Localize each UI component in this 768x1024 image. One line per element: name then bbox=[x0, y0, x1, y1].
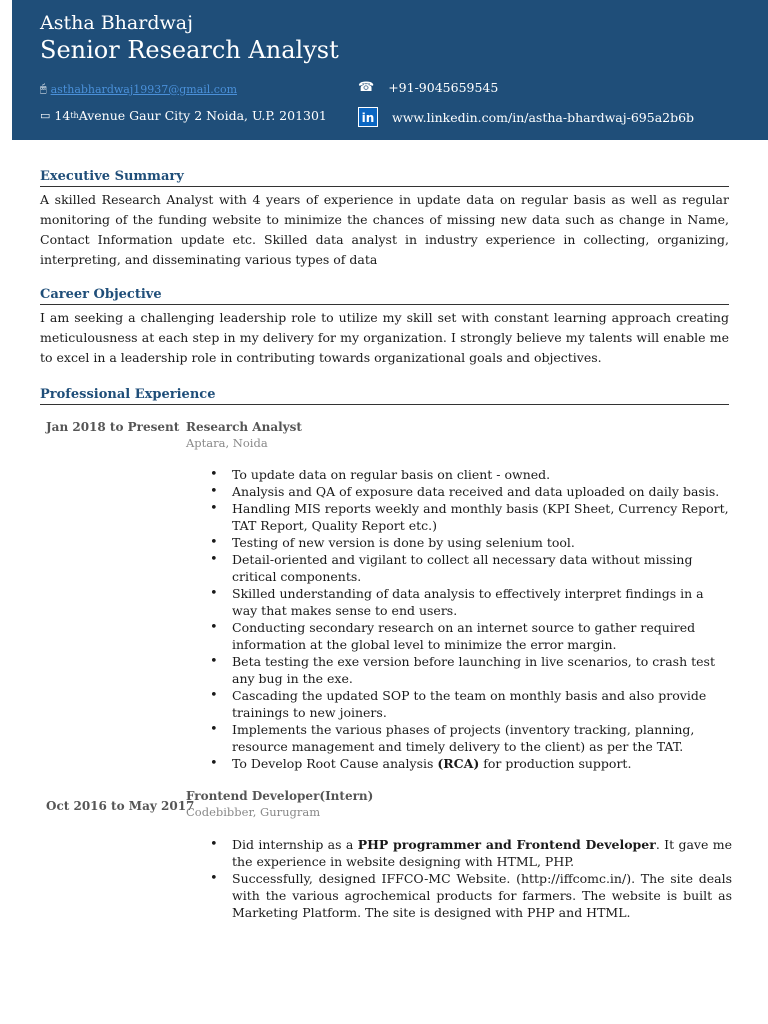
resume-header bbox=[12, 0, 768, 140]
section-heading: Professional Experience bbox=[40, 387, 729, 405]
list-item: • Skilled understanding of data analysis to effectively interpret findings in a way that makes sense to end users. bbox=[232, 585, 732, 619]
section-heading: Career Objective bbox=[40, 287, 729, 305]
job-role: Research Analyst bbox=[186, 420, 302, 434]
list-item: • Handling MIS reports weekly and monthly basis (KPI Sheet, Currency Report, TAT Report, Quality Report etc.) bbox=[232, 500, 732, 534]
bullet-bold: PHP programmer and Frontend Developer bbox=[357, 837, 656, 852]
linkedin-contact bbox=[358, 107, 694, 127]
executive-summary-section bbox=[40, 169, 729, 270]
list-item bbox=[232, 836, 732, 870]
linkedin-icon: in bbox=[358, 107, 378, 127]
summary-text: A skilled Research Analyst with 4 years of experience in update data on regular basis as well as regular monitoring of the funding website to minimize the chances of missing new data such as change in Name, Contact Information update etc. Skilled data analyst in industry experience in collecting, organizing, interpreting, and disseminating various types of data bbox=[40, 192, 729, 267]
job-company: Aptara, Noida bbox=[186, 436, 268, 450]
list-item: • Conducting secondary research on an internet source to gather required information at the global level to minimize the error margin. bbox=[232, 619, 732, 653]
job-company: Codebibber, Gurugram bbox=[186, 805, 321, 819]
email-contact bbox=[40, 82, 237, 96]
list-item: • Successfully, designed IFFCO-MC Website. (http://iffcomc.in/). The site deals with the various agrochemical products for farmers. The website is built as Marketing Platform. The site is designed with PHP and HTML. bbox=[232, 870, 732, 921]
list-item: • Cascading the updated SOP to the team on monthly basis and also provide trainings to new joiners. bbox=[232, 687, 732, 721]
candidate-name: Astha Bhardwaj bbox=[40, 12, 193, 34]
email-link[interactable]: asthabhardwaj19937@gmail.com bbox=[50, 82, 238, 96]
telephone-icon: ☎ bbox=[358, 80, 375, 95]
job-bullets bbox=[232, 466, 732, 772]
professional-experience-section bbox=[40, 387, 729, 405]
address-number: 14 bbox=[54, 108, 71, 123]
job-date: Jan 2018 to Present bbox=[46, 420, 180, 434]
job-role: Frontend Developer(Intern) bbox=[186, 789, 374, 803]
job-bullets bbox=[232, 836, 732, 921]
address-card-icon: ▭ bbox=[40, 109, 51, 122]
career-objective-section bbox=[40, 287, 729, 368]
bullet-text: . It gave me the experience in website designing with HTML, PHP. bbox=[232, 837, 732, 869]
list-item: • Analysis and QA of exposure data received and data uploaded on daily basis. bbox=[232, 483, 732, 500]
bullet-text: To Develop Root Cause analysis bbox=[232, 756, 438, 771]
section-heading: Executive Summary bbox=[40, 169, 729, 187]
linkedin-url[interactable]: www.linkedin.com/in/astha-bhardwaj-695a2b6b bbox=[392, 109, 695, 125]
candidate-title: Senior Research Analyst bbox=[40, 36, 339, 64]
phone-number: +91-9045659545 bbox=[388, 80, 499, 95]
mouse-pointer-icon: 🖱 bbox=[40, 82, 47, 95]
list-item: • To update data on regular basis on client - owned. bbox=[232, 466, 732, 483]
address-contact: ▭ 14 th Avenue Gaur City 2 Noida, U.P. 201301 bbox=[40, 108, 327, 123]
list-item: • Implements the various phases of projects (inventory tracking, planning, resource management and timely delivery to the client) as per the TAT. bbox=[232, 721, 732, 755]
bullet-text: for production support. bbox=[479, 756, 632, 771]
list-item: • Beta testing the exe version before launching in live scenarios, to crash test any bug in the exe. bbox=[232, 653, 732, 687]
address-text: Avenue Gaur City 2 Noida, U.P. 201301 bbox=[78, 108, 327, 123]
list-item bbox=[232, 755, 732, 772]
list-item: • Detail-oriented and vigilant to collect all necessary data without missing critical components. bbox=[232, 551, 732, 585]
phone-contact bbox=[358, 80, 498, 95]
objective-text: I am seeking a challenging leadership role to utilize my skill set with constant learning approach creating meticulousness at each step in my delivery for my organization. I strongly believe my talents will enable me to excel in a leadership role in contributing towards organizational goals and objectives. bbox=[40, 310, 729, 365]
bullet-text: Did internship as a bbox=[232, 837, 358, 852]
job-date: Oct 2016 to May 2017 bbox=[46, 799, 195, 813]
list-item: • Testing of new version is done by using selenium tool. bbox=[232, 534, 732, 551]
bullet-bold: (RCA) bbox=[437, 756, 480, 771]
